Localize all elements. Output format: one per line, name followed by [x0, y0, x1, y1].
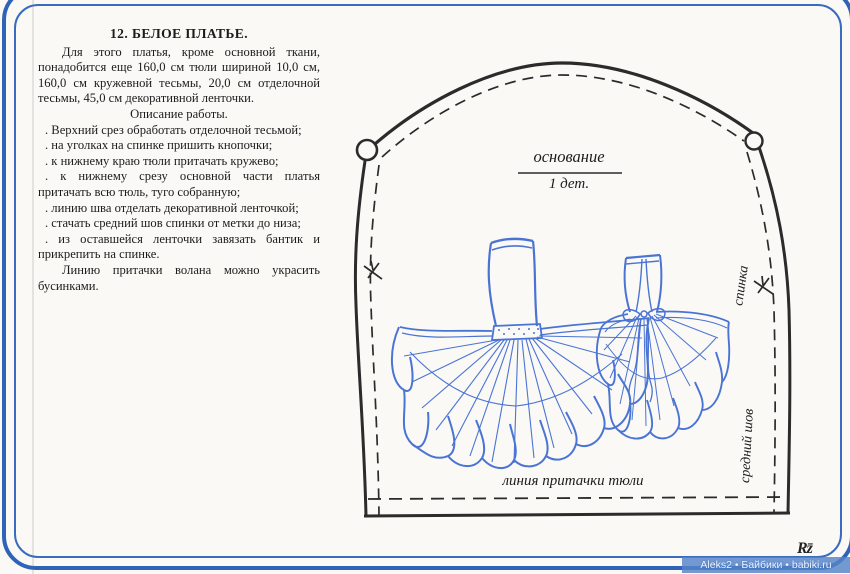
- label-tulle-line: линия притачки тюли: [502, 473, 644, 489]
- tutu-front-sketch: [392, 239, 649, 468]
- label-piece-count: 1 дет.: [548, 176, 590, 192]
- step-item: . линию шва отделать декоративной ленточкой;: [45, 200, 299, 215]
- step-item: . Верхний срез обработать отделочной тесьмой;: [45, 122, 302, 137]
- section-heading: Описание работы.: [130, 106, 228, 121]
- publisher-logo: Rz̄: [797, 540, 812, 557]
- article-title: 12. БЕЛОЕ ПЛАТЬЕ.: [109, 26, 249, 41]
- materials-paragraph: Для этого платья, кроме основной ткани, понадобится еще 160,0 см тюли шириной 10,0 см, 160,0 см кружевной тесьмы, 20,0 см отделочной тесьмы, 45,0 см декоративной ленточки.: [38, 44, 320, 106]
- step-item: . к нижнему срезу основной части платья притачать всю тюль, туго собранную;: [38, 169, 320, 199]
- step-item: . из оставшейся ленточки завязать бантик и прикрепить на спинке.: [38, 231, 320, 262]
- page-fold-crease: [32, 0, 34, 574]
- step-item: . на уголках на спинке пришить кнопочки;: [45, 138, 273, 153]
- tutu-dress-illustration: [392, 239, 729, 468]
- instructions-column: [38, 26, 320, 294]
- site-watermark: Aleks2 • Байбики • babiki.ru: [682, 557, 850, 573]
- step-item: . к нижнему краю тюли притачать кружево;: [45, 153, 279, 168]
- label-base-piece: основание: [533, 147, 605, 166]
- pattern-outline: [355, 63, 790, 516]
- label-back: спинка: [731, 264, 752, 307]
- step-item: . стачать средний шов спинки от метки до низа;: [45, 216, 301, 231]
- notch-mark-icon: [754, 276, 773, 294]
- note-paragraph: Линию притачки волана можно украсить бусинками.: [38, 262, 320, 293]
- notch-mark-icon: [364, 261, 382, 279]
- label-middle-seam: средний шов: [738, 408, 757, 484]
- tutu-back-sketch: [597, 255, 729, 439]
